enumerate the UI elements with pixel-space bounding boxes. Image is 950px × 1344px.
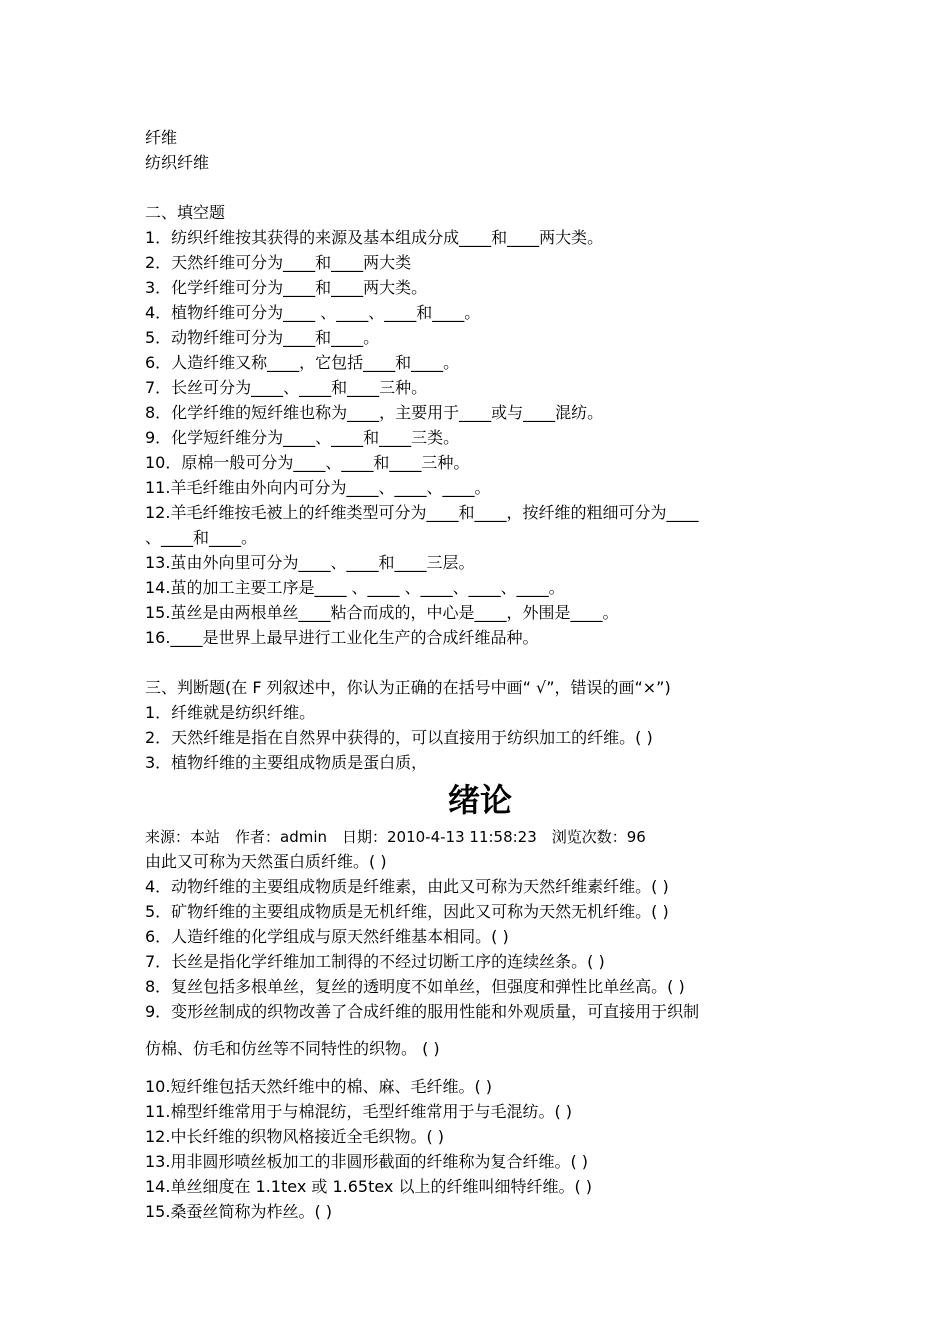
document-page <box>145 125 825 1224</box>
question-line: 6．人造纤维的化学组成与原天然纤维基本相同。( ) <box>145 927 509 946</box>
judge-list-c <box>145 1074 825 1224</box>
question-line: 15.茧丝是由两根单丝____粘合而成的，中心是____，外围是____。 <box>145 603 619 622</box>
judge-heading: 三、判断题(在 F 列叙述中，你认为正确的在括号中画“ √”，错误的画“×”) <box>145 678 671 697</box>
question-line: 3．化学纤维可分为____和____两大类。 <box>145 278 428 297</box>
question-line: 1．纺织纤维按其获得的来源及基本组成分成____和____两大类。 <box>145 228 604 247</box>
question-line: 由此又可称为天然蛋白质纤维。( ) <box>145 852 387 871</box>
question-line: 15.桑蚕丝简称为柞丝。( ) <box>145 1202 333 1221</box>
header-line-1: 纤维 <box>145 128 178 147</box>
question-line: 5．矿物纤维的主要组成物质是无机纤维，因此又可称为天然无机纤维。( ) <box>145 902 669 921</box>
question-line: 7．长丝是指化学纤维加工制得的不经过切断工序的连续丝条。( ) <box>145 952 605 971</box>
article-meta: 来源：本站 作者：admin 日期：2010-4-13 11:58:23 浏览次数：96 <box>145 828 646 846</box>
question-line: 11.羊毛纤维由外向内可分为____、____、____。 <box>145 478 491 497</box>
question-line: 12.中长纤维的织物风格接近全毛织物。( ) <box>145 1127 445 1146</box>
question-line: 3．植物纤维的主要组成物质是蛋白质， <box>145 753 428 772</box>
question-line: 8．化学纤维的短纤维也称为____，主要用于____或与____混纺。 <box>145 403 604 422</box>
question-line: 11.棉型纤维常用于与棉混纺，毛型纤维常用于与毛混纺。( ) <box>145 1102 573 1121</box>
question-line: 13.茧由外向里可分为____、____和____三层。 <box>145 553 475 572</box>
question-line: 、____和____。 <box>145 528 258 547</box>
question-line: 7．长丝可分为____、____和____三种。 <box>145 378 428 397</box>
spacer <box>145 175 825 200</box>
judge-list-b <box>145 849 825 1024</box>
question-line: 16.____是世界上最早进行工业化生产的合成纤维品种。 <box>145 628 539 647</box>
question-line: 4．动物纤维的主要组成物质是纤维素，由此又可称为天然纤维素纤维。( ) <box>145 877 669 896</box>
question-line: 8．复丝包括多根单丝，复丝的透明度不如单丝，但强度和弹性比单丝高。( ) <box>145 977 685 996</box>
judge-list-a <box>145 700 825 775</box>
question-line: 4．植物纤维可分为____ 、____、____和____。 <box>145 303 481 322</box>
article-title: 绪论 <box>447 781 512 819</box>
question-line: 2．天然纤维可分为____和____两大类 <box>145 253 412 272</box>
question-line: 14.单丝细度在 1.1tex 或 1.65tex 以上的纤维叫细特纤维。( ) <box>145 1177 593 1196</box>
question-line: 14.茧的加工主要工序是____ 、____ 、____、____、____。 <box>145 578 565 597</box>
question-line: 9．化学短纤维分为____、____和____三类。 <box>145 428 460 447</box>
question-line: 5．动物纤维可分为____和____。 <box>145 328 380 347</box>
fill-blank-heading: 二、填空题 <box>145 203 226 222</box>
question-line: 1．纤维就是纺织纤维。 <box>145 703 316 722</box>
spacer <box>145 650 825 675</box>
question-line: 10．原棉一般可分为____、____和____三种。 <box>145 453 470 472</box>
spacer <box>145 1061 825 1074</box>
question-line: 9．变形丝制成的织物改善了合成纤维的服用性能和外观质量，可直接用于织制 <box>145 1002 700 1021</box>
question-line: 2．天然纤维是指在自然界中获得的，可以直接用于纺织加工的纤维。( ) <box>145 728 653 747</box>
question-line: 6．人造纤维又称____，它包括____和____。 <box>145 353 460 372</box>
spacer <box>145 1024 825 1036</box>
question-line: 10.短纤维包括天然纤维中的棉、麻、毛纤维。( ) <box>145 1077 493 1096</box>
header-line-2: 纺织纤维 <box>145 153 210 172</box>
question-line: 12.羊毛纤维按毛被上的纤维类型可分为____和____，按纤维的粗细可分为____ <box>145 503 699 522</box>
question-line: 13.用非圆形喷丝板加工的非圆形截面的纤维称为复合纤维。( ) <box>145 1152 589 1171</box>
question-line-continuation: 仿棉、仿毛和仿丝等不同特性的织物。 ( ) <box>145 1039 440 1058</box>
fill-blank-list <box>145 225 825 650</box>
